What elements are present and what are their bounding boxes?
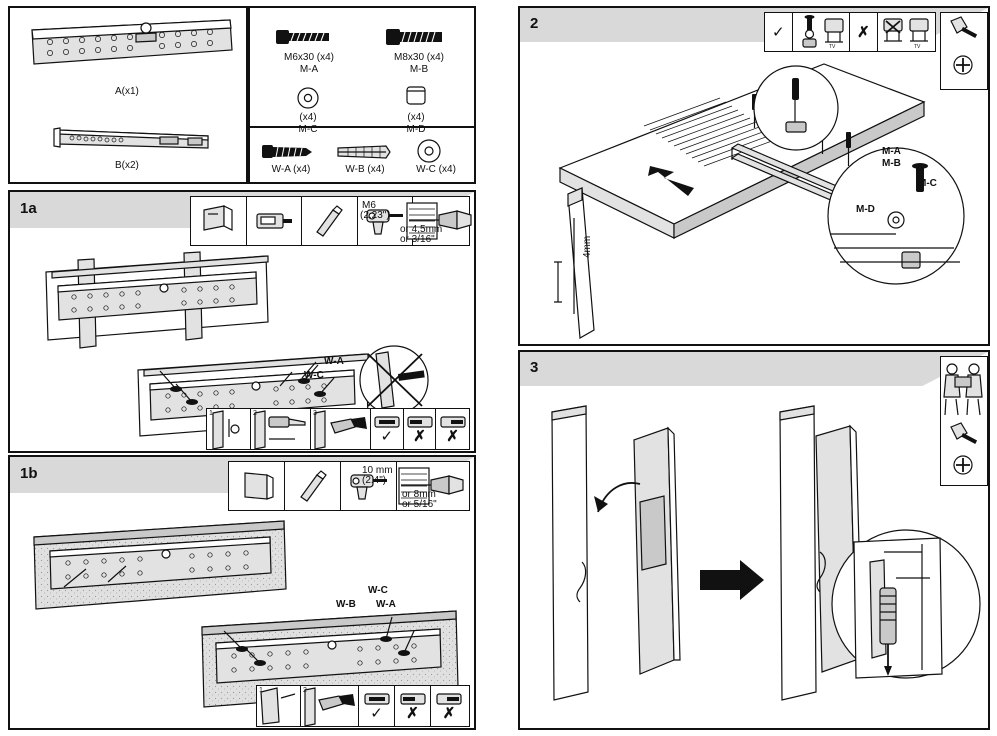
check-bad1-mark: ✗ [413,427,426,445]
step-2-callout-m-c: M-C [918,178,937,189]
spacer-m-d-icon [404,84,428,110]
screw-m-b-code: M-B [409,64,429,75]
part-a-rail [32,20,232,64]
washer-m-c-label: (x4) [299,112,317,123]
step-3-diagram [524,392,988,728]
washer-m-c-code: M-C [298,124,318,135]
washer-w-c-icon [416,138,442,164]
check-1b-bad2-mark: ✗ [442,704,456,722]
svg-text:TV: TV [828,44,836,50]
screw-m-a-icon [276,26,338,48]
wall-icon [229,462,285,510]
step-1b-drill-note-3: or 8mm [402,489,436,500]
safety-lock-detail [832,530,980,678]
screwdriver-icon [951,17,977,38]
orientation-bad-2 [878,13,935,51]
part-b-arm [54,128,208,148]
check-1b-cell-2 [301,686,359,726]
step-1b-callout-w-c: W-C [368,585,388,596]
part-b-label: B(x2) [115,160,139,171]
hook-arrow [594,483,640,512]
step-3-panel [518,350,990,730]
hardware-w-c-label: W-C (x4) [416,164,456,175]
tape-measure-icon [247,197,303,245]
orientation-bad-1-mark: ✗ [857,23,870,41]
check-cell-bad-1 [404,409,437,449]
step-1b-number: 1b [20,465,38,482]
screw-m-a-label: M6x30 (x4) [283,52,334,63]
part-a-label: A(x1) [115,86,139,97]
hardware-w-a-label: W-A (x4) [271,164,311,175]
check-1b-cell-bad-2 [431,686,467,726]
wall-anchor-w-b-icon [334,142,394,162]
parts-panel [8,6,248,184]
step-2-orientation-strip [764,12,936,52]
hardware-panel [248,6,476,184]
step-2-diagram [524,48,988,344]
proceed-arrow [700,560,764,600]
step-1b-drill-note-1: 10 mm [362,465,393,476]
step-1a-drill-note-2: (2.23") [360,210,390,221]
pencil-icon-1b [285,462,341,510]
step-3-band [520,352,988,386]
step-1a-callout-w-a: W-A [324,356,344,367]
check-1b-cell-ok [359,686,395,726]
orientation-bad-1 [850,13,878,51]
step-1b-callout-w-b: W-B [336,599,356,610]
step-1b-drill-note-2: (2.4") [362,475,387,486]
check-cell-ok [371,409,404,449]
step-1a-check-strip [206,408,470,450]
check-bad2-mark: ✗ [446,427,459,445]
step-2-callout-m-d: M-D [856,204,875,215]
check-ok-mark: ✓ [380,427,394,445]
stud-finder-icon [191,197,247,245]
step-2-number: 2 [530,15,539,32]
step-2-callout-m-b: M-B [882,158,901,169]
orientation-ok-1 [765,13,793,51]
screw-detail-circle [754,66,838,150]
check-1b-ok-mark: ✓ [370,704,383,722]
svg-text:TV: TV [914,44,921,50]
step-1a-panel [8,190,476,453]
step-1a-drill-note-3: or 4,5mm [400,224,443,235]
pencil-icon [302,197,358,245]
step-1b-check-strip [256,685,470,727]
check-cell-2-num: 2 [253,410,257,417]
check-cell-bad-2 [436,409,469,449]
no-stud-warning-icon [360,346,428,414]
check-1b-cell-bad-1 [395,686,431,726]
orientation-ok-1-mark: ✓ [772,23,785,41]
tv-left [634,428,680,674]
check-1b-cell-1-num: 1 [259,687,263,694]
screw-m-a-code: M-A [299,64,319,75]
check-cell-1-num: 1 [209,410,213,417]
step-2-panel [518,6,990,346]
step-1a-number: 1a [20,200,37,217]
step-2-dimension: 4mm [582,235,593,258]
check-1b-cell-2-num: 2 [303,687,307,694]
step-1b-panel [8,455,476,730]
check-cell-1 [207,409,251,449]
wall-right [780,406,816,700]
check-cell-3-num: 3 [313,410,317,417]
orientation-ok-2 [793,13,850,51]
wall-left [552,406,588,700]
step-1b-drill-note-4: or 5/16" [402,499,437,510]
step-3-number: 3 [530,359,539,376]
spacer-m-d-label: (x4) [407,112,425,123]
screw-m-b-label: M8x30 (x4) [393,52,444,63]
step-2-callout-m-a: M-A [882,146,901,157]
washer-m-c-icon [296,86,320,110]
spacer-m-d-code: M-D [406,124,426,135]
step-1a-drill-note-1: M6 [362,200,376,211]
step-1a-drill-note-4: or 3/16" [400,234,435,245]
check-cell-3 [311,409,371,449]
check-1b-bad1-mark: ✗ [406,704,419,722]
screw-m-b-icon [386,26,448,48]
tv-side-profile [554,188,594,338]
step-1b-callout-w-a: W-A [376,599,396,610]
step-1a-callout-w-c: W-C [304,370,324,381]
check-cell-2 [251,409,311,449]
check-1b-cell-1 [257,686,301,726]
hardware-w-b-label: W-B (x4) [345,164,385,175]
lag-screw-w-a-icon [262,142,318,162]
